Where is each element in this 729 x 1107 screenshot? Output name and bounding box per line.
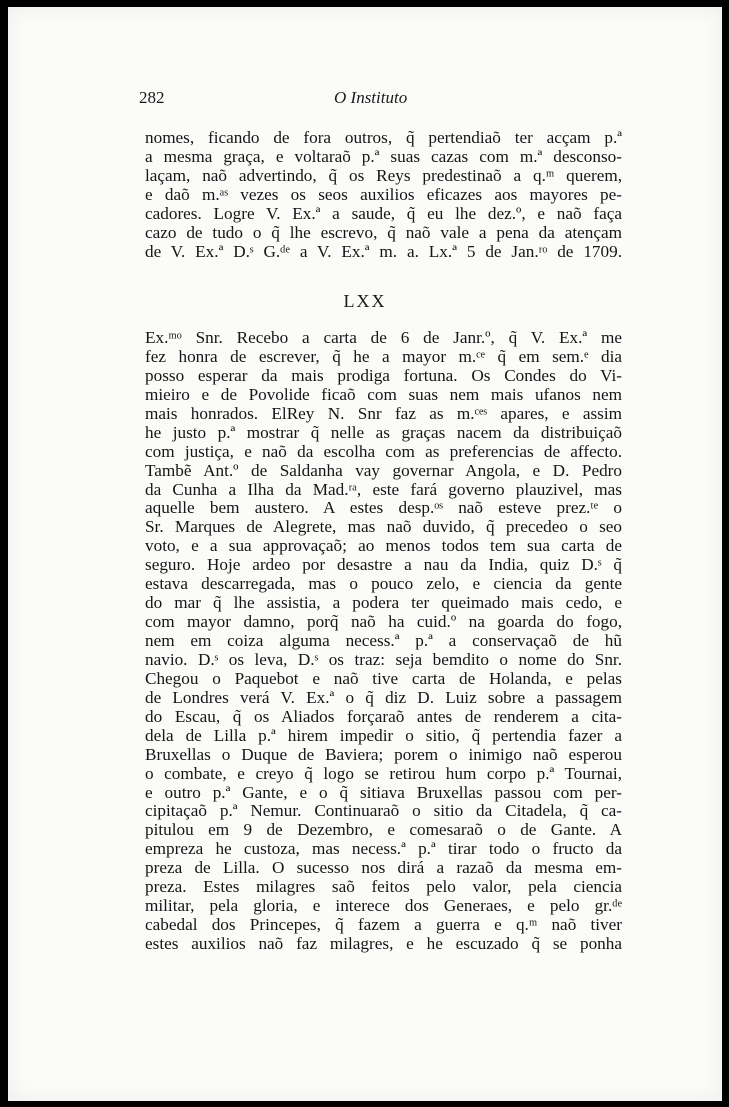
text-line: pitulou em 9 de Dezembro, e comesaraõ o de Gante. A [145, 820, 622, 840]
text-line: a mesma graça, e voltaraõ p.ª suas cazas com m.ª desconso- [145, 146, 622, 166]
text-line: navio. D.ˢ os leva, D.ˢ os traz: seja bemdito o nome do Snr. [145, 649, 622, 669]
text-line: cipitaçaõ p.ª Nemur. Continuaraõ o sitio da Citadela, q̃ ca- [145, 801, 622, 821]
text-line: nomes, ficando de fora outros, q̃ pertendiaõ ter acçam p.ª [145, 128, 622, 147]
text-line: cazo de tudo o q̃ lhe escrevo, q̃ naõ vale a pena da atençam [145, 222, 622, 242]
text-line: com justiça, e naõ da escolha com as preferencias de affecto. [145, 441, 622, 461]
text-line: Chegou o Paquebot e naõ tive carta de Holanda, e pelas [145, 668, 622, 688]
text-line: preza de Lilla. O sucesso nos dirá a razaõ da mesma em- [145, 858, 622, 878]
text-line: cabedal dos Princepes, q̃ fazem a guerra e q.ᵐ naõ tiver [145, 915, 622, 935]
running-title: O Instituto [334, 88, 408, 107]
text-line: Ex.ᵐᵒ Snr. Recebo a carta de 6 de Janr.º, q̃ V. Ex.ª me [145, 328, 622, 347]
text-line: posso esperar da mais prodiga fortuna. Os Condes do Vi- [145, 365, 622, 385]
text-line: aquelle bem austero. A estes desp.ᵒˢ naõ esteve prez.ᵗᵉ o [145, 498, 622, 518]
text-line: estes auxilios naõ faz milagres, e he escuzado q̃ se ponha [145, 934, 622, 953]
text-line: nem em coiza alguma necess.ª p.ª a conservaçaõ de hũ [145, 631, 622, 650]
text-line: mieiro e de Povolide ficaõ com suas nem mais ufanos nem [145, 384, 622, 404]
text-line: estava descarregada, mas o pouco zelo, e ciencia da gente [145, 574, 622, 594]
text-line: com mayor damno, porq̃ naõ ha cuid.º na goarda do fogo, [145, 612, 622, 632]
text-line: de Londres verá V. Ex.ª o q̃ diz D. Luiz sobre a passagem [145, 687, 622, 707]
text-line: mais honrados. ElRey N. Snr faz as m.ᶜᵉˢ apares, e assim [145, 403, 622, 423]
section-heading: LXX [343, 291, 387, 311]
text-line: Tambẽ Ant.º de Saldanha vay governar Angola, e D. Pedro [145, 460, 622, 480]
text-line: e outro p.ª Gante, e o q̃ sitiava Bruxellas passou com per- [145, 782, 622, 802]
letter-continuation [145, 129, 622, 262]
text-line: da Cunha a Ilha da Mad.ʳᵃ, este fará governo plauzivel, mas [145, 479, 622, 499]
text-line: voto, e a sua approvaçaõ; ao menos todos tem sua carta de [145, 536, 622, 556]
text-line: de V. Ex.ª D.ˢ G.ᵈᵉ a V. Ex.ª m. a. Lx.ª 5 de Jan.ʳᵒ de 1709. [145, 241, 622, 261]
text-line: seguro. Hoje ardeo por desastre a nau da India, quiz D.ˢ q̃ [145, 555, 622, 575]
text-line: e daõ m.ᵃˢ vezes os seos auxilios eficazes aos mayores pe- [145, 184, 622, 204]
book-page [8, 7, 722, 1101]
text-line: cadores. Logre V. Ex.ª a saude, q̃ eu lhe dez.º, e naõ faça [145, 203, 622, 223]
text-line: o combate, e creyo q̃ logo se retirou hum corpo p.ª Tournai, [145, 763, 622, 783]
text-line: do Escau, q̃ os Aliados forçaraõ antes de renderem a cita- [145, 706, 622, 726]
text-line: fez honra de escrever, q̃ he a mayor m.ᶜᵉ q̃ em sem.ᵉ dia [145, 346, 622, 366]
text-line: Bruxellas o Duque de Baviera; porem o inimigo naõ esperou [145, 744, 622, 764]
text-line: preza. Estes milagres saõ feitos pelo valor, pela ciencia [145, 877, 622, 897]
text-line: empreza he custoza, mas necess.ª p.ª tirar todo o fructo da [145, 839, 622, 859]
text-line: Sr. Marques de Alegrete, mas naõ duvido, q̃ precedeo o seo [145, 517, 622, 537]
text-line: militar, pela gloria, e interece dos Generaes, e pelo gr.ᵈᵉ [145, 896, 622, 916]
text-line: laçam, naõ advertindo, q̃ os Reys predestinaõ a q.ᵐ querem, [145, 165, 622, 185]
page-number: 282 [139, 88, 165, 107]
text-line: do mar q̃ lhe assistia, a podera ter queimado mais cedo, e [145, 593, 622, 613]
page-header [8, 88, 722, 110]
text-line: he justo p.ª mostrar q̃ nelle as graças nacem da distribuiçaõ [145, 422, 622, 442]
letter-lxx-body [145, 329, 622, 954]
text-line: dela de Lilla p.ª hirem impedir o sitio, q̃ pertendia fazer a [145, 725, 622, 745]
